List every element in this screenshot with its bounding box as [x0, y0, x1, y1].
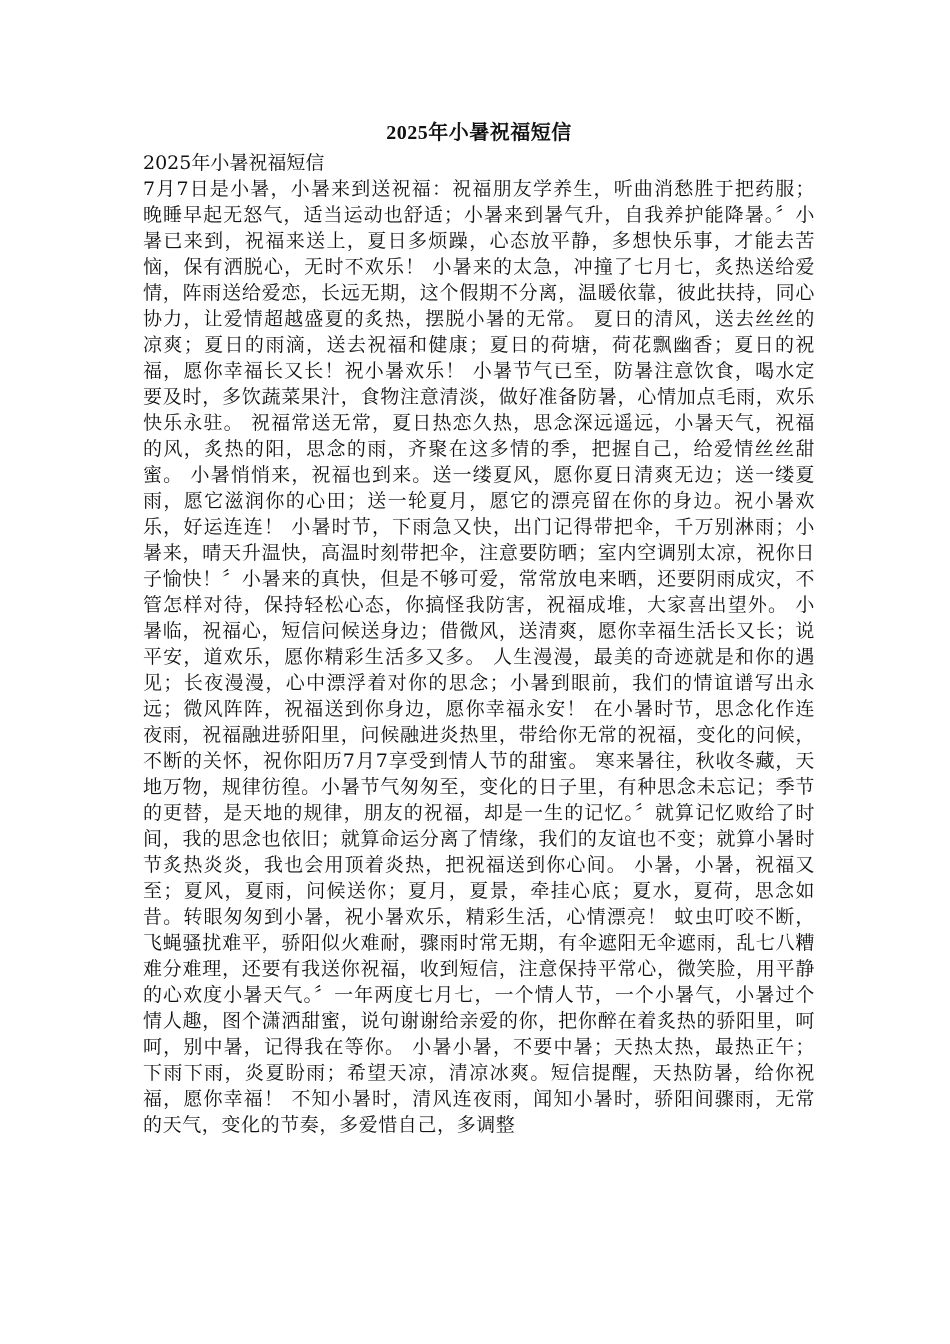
document-title: 2025年小暑祝福短信: [386, 122, 572, 144]
document-page: [143, 118, 815, 1138]
document-subtitle: 2025年小暑祝福短信: [143, 152, 325, 174]
document-body: 7月7日是小暑，小暑来到送祝福：祝福朋友学养生，听曲消愁胜于把药服；晚睡早起无怒气，适当运动也舒适；小暑来到暑气升，自我养护能降暑。〞小暑已来到，祝福来送上，夏日多烦躁，心态放平静，多想快乐事，才能去苦恼，保有洒脱心，无时不欢乐！ 小暑来的太急，冲撞了七月七，炙热送给爱情，阵雨送给爱恋，长远无期，这个假期不分离，温暖依靠，彼此扶持，同心协力，让爱情超越盛夏的炙热，摆脱小暑的无常。 夏日的清风，送去丝丝的凉爽；夏日的雨滴，送去祝福和健康；夏日的荷塘，荷花飘幽香；夏日的祝福，愿你幸福长又长！祝小暑欢乐！ 小暑节气已至，防暑注意饮食，喝水定要及时，多饮蔬菜果汁，食物注意清淡，做好准备防暑，心情加点毛雨，欢乐快乐永驻。 祝福常送无常，夏日热恋久热，思念深远遥远，小暑天气，祝福的风，炙热的阳，思念的雨，齐聚在这多情的季，把握自己，给爱情丝丝甜蜜。 小暑悄悄来，祝福也到来。送一缕夏风，愿你夏日清爽无边；送一缕夏雨，愿它滋润你的心田；送一轮夏月，愿它的漂亮留在你的身边。祝小暑欢乐，好运连连！ 小暑时节，下雨急又快，出门记得带把伞，千万别淋雨；小暑来，晴天升温快，高温时刻带把伞，注意要防晒；室内空调别太凉，祝你日子愉快！〞小暑来的真快，但是不够可爱，常常放电来晒，还要阴雨成灾，不管怎样对待，保持轻松心态，你搞怪我防害，祝福成堆，大家喜出望外。 小暑临，祝福心，短信问候送身边；借微风，送清爽，愿你幸福生活长又长；说平安，道欢乐，愿你精彩生活多又多。 人生漫漫，最美的奇迹就是和你的遇见；长夜漫漫，心中漂浮着对你的思念；小暑到眼前，我们的情谊谱写出永远；微风阵阵，祝福送到你身边，愿你幸福永安！ 在小暑时节，思念化作连夜雨，祝福融进骄阳里，问候融进炎热里，带给你无常的祝福，变化的问候，不断的关怀，祝你阳历7月7享受到情人节的甜蜜。 寒来暑往，秋收冬藏，天地万物，规律彷徨。小暑节气匆匆至，变化的日子里，有种思念未忘记；季节的更替，是天地的规律，朋友的祝福，却是一生的记忆。〞就算记忆败给了时间，我的思念也依旧；就算命运分离了情缘，我们的友谊也不变；就算小暑时节炙热炎炎，我也会用顶着炎热，把祝福送到你心间。 小暑，小暑，祝福又至；夏风，夏雨，问候送你；夏月，夏景，牵挂心底；夏水，夏荷，思念如昔。转眼匆匆到小暑，祝小暑欢乐，精彩生活，心情漂亮！ 蚊虫叮咬不断，飞蝇骚扰难平，骄阳似火难耐，骤雨时常无期，有伞遮阳无伞遮雨，乱七八糟难分难理，还要有我送你祝福，收到短信，注意保持平常心，微笑脸，用平静的心欢度小暑天气。〞一年两度七月七，一个情人节，一个小暑气，小暑过个情人趣，图个潇洒甜蜜，说句谢谢给亲爱的你，把你醉在着炙热的骄阳里，呵呵，别中暑，记得我在等你。 小暑小暑，不要中暑；天热太热，最热正午；下雨下雨，炎夏盼雨；希望天凉，清凉冰爽。短信提醒，天热防暑，给你祝福，愿你幸福！ 不知小暑时，清风连夜雨，闻知小暑时，骄阳间骤雨，无常的天气，变化的节奏，多爱惜自己，多调整: [143, 178, 815, 1136]
